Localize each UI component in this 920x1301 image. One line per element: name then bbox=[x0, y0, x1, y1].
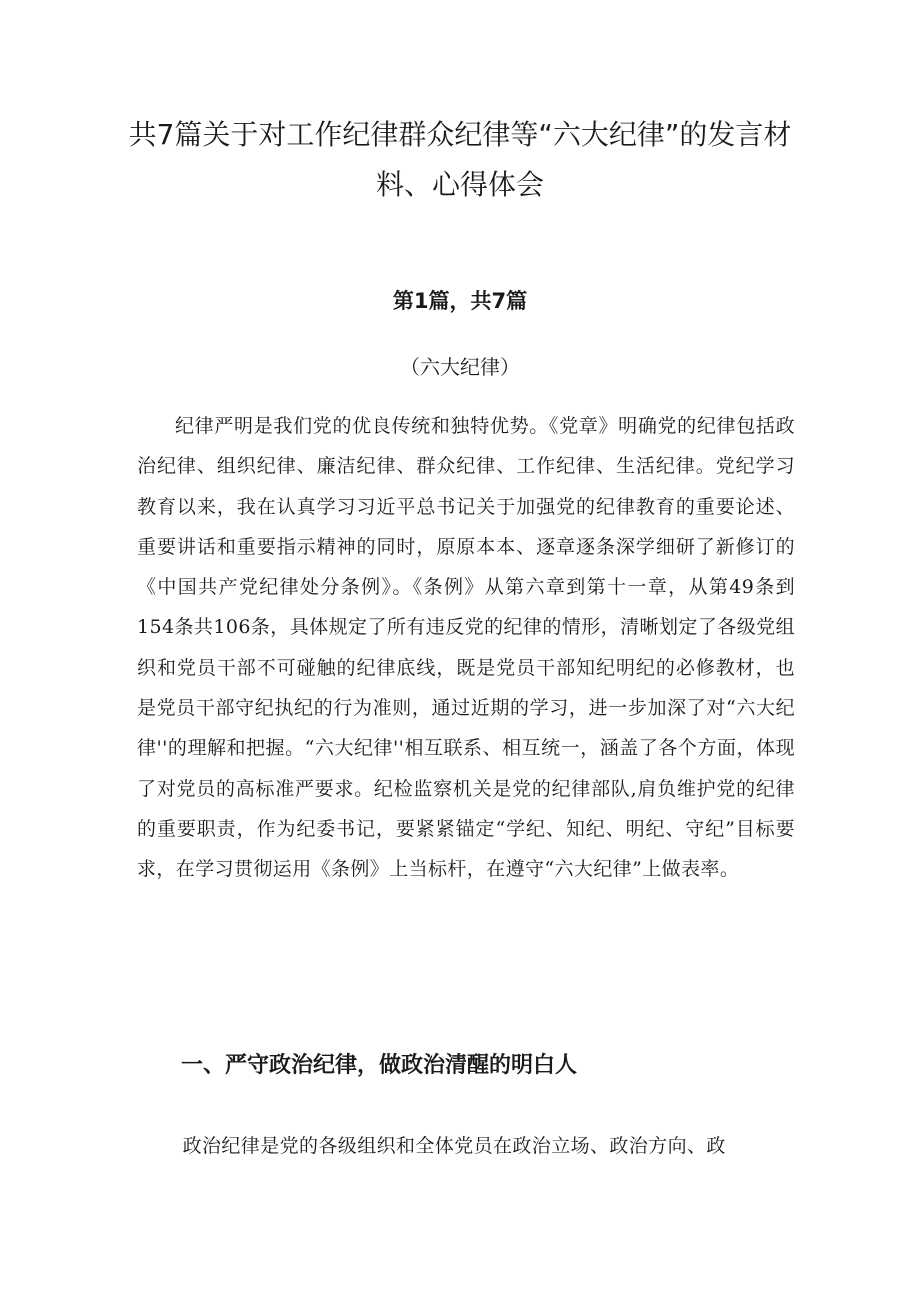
part-subtitle: （六大纪律） bbox=[400, 355, 520, 379]
part-heading: 第1篇，共7篇 bbox=[392, 289, 528, 313]
document-title: 共7篇关于对工作纪律群众纪律等“六大纪律”的发言材料、心得体会 bbox=[128, 118, 792, 201]
section-paragraph: 政治纪律是党的各级组织和全体党员在政治立场、政治方向、政 bbox=[182, 1135, 726, 1157]
intro-paragraph: 纪律严明是我们党的优良传统和独特优势。《党章》明确党的纪律包括政治纪律、组织纪律、廉洁纪律、群众纪律、工作纪律、生活纪律。党纪学习教育以来，我在认真学习习近平总书记关于加强党的纪律教育的重要论述、重要讲话和重要指示精神的同时，原原本本、逐章逐条深学细研了新修订的《中国共产党纪律处分条例》。《条例》从第六章到第十一章，从第49条到154条共106条，具体规定了所有违反党的纪律的情形，清晰划定了各级党组织和党员干部不可碰触的纪律底线，既是党员干部知纪明纪的必修教材，也是党员干部守纪执纪的行为准则，通过近期的学习，进一步加深了对“六大纪律''的理解和把握。“六大纪律''相互联系、相互统一，涵盖了各个方面，体现了对党员的高标准严要求。纪检监察机关是党的纪律部队,肩负维护党的纪律的重要职责，作为纪委书记，要紧紧锚定“学纪、知纪、明纪、守纪”目标要求，在学习贯彻运用《条例》上当标杆，在遵守“六大纪律”上做表率。 bbox=[137, 415, 795, 881]
section-heading: 一、严守政治纪律，做政治清醒的明白人 bbox=[181, 1053, 578, 1078]
